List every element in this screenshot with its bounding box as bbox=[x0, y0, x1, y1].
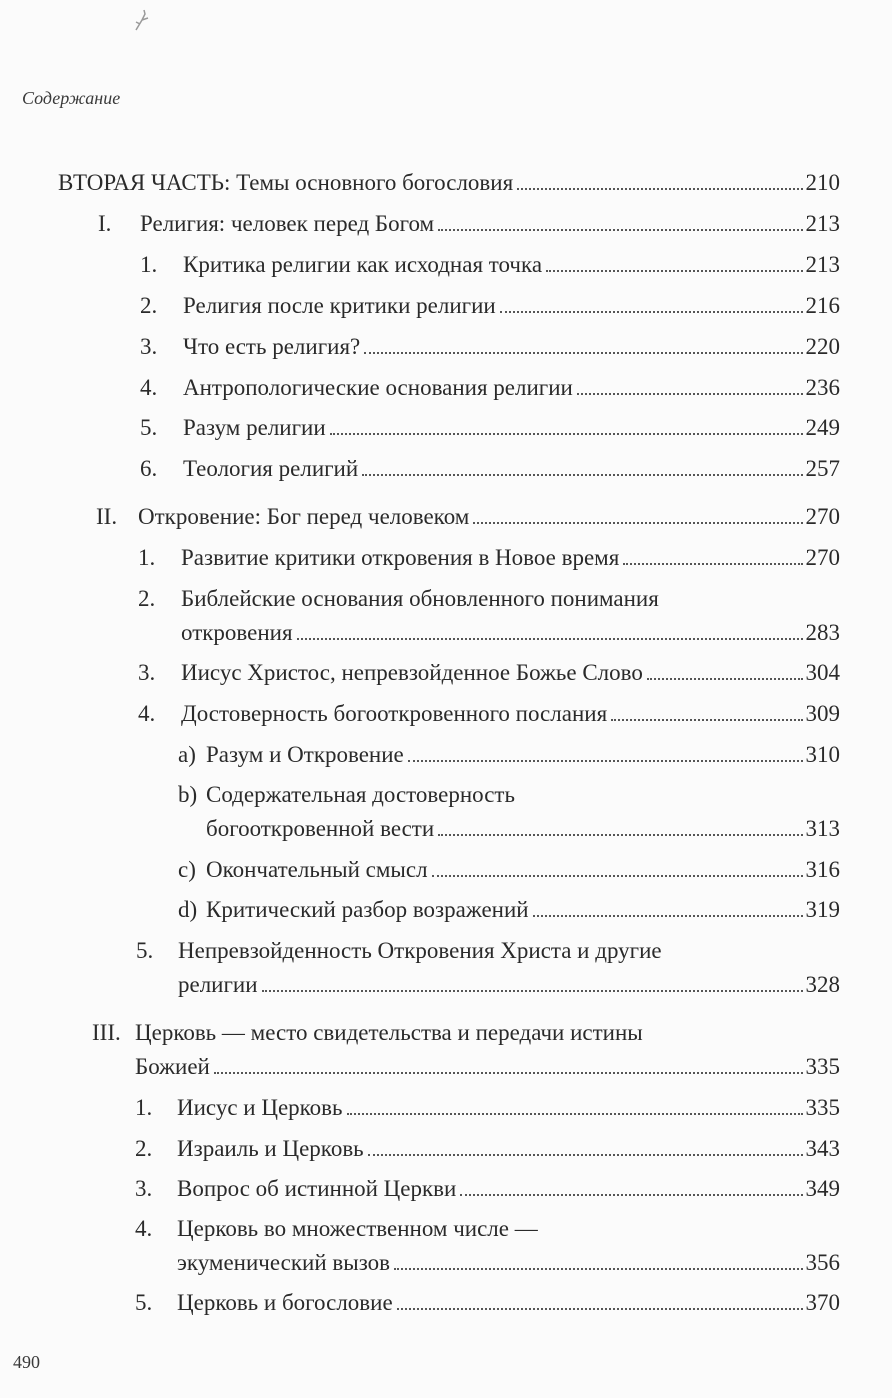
toc-page-number: 270 bbox=[805, 545, 840, 570]
dot-leader bbox=[623, 563, 802, 565]
toc-entry-title: Развитие критики откровения в Новое время bbox=[181, 545, 620, 570]
toc-page-number: 210 bbox=[805, 170, 840, 195]
toc-page-number: 328 bbox=[805, 972, 840, 997]
toc-page-number: 283 bbox=[805, 620, 840, 645]
running-head: Содержание bbox=[22, 88, 121, 108]
dot-leader bbox=[438, 834, 802, 836]
toc-entry-subsection[interactable] bbox=[140, 371, 840, 405]
toc-page-number: 213 bbox=[805, 211, 840, 236]
toc-entry-number: 3. bbox=[135, 1176, 153, 1201]
toc-entry-title-line: Церковь во множественном числе — bbox=[177, 1216, 538, 1241]
dot-leader bbox=[394, 1268, 802, 1270]
toc-entry-title: Разум и Откровение bbox=[206, 742, 404, 767]
toc-entry-title: ВТОРАЯ ЧАСТЬ: Темы основного богословия bbox=[58, 170, 514, 195]
toc-entry-number: 5. bbox=[135, 1290, 153, 1315]
toc-entry-number: 2. bbox=[138, 586, 156, 611]
toc-entry-section[interactable] bbox=[98, 207, 840, 241]
toc-entry-number: 2. bbox=[140, 293, 158, 318]
dot-leader bbox=[611, 719, 802, 721]
toc-entry-subsection[interactable] bbox=[138, 656, 840, 690]
dot-leader bbox=[432, 875, 803, 877]
toc-entry-title: Разум религии bbox=[183, 415, 326, 440]
toc-entry-subsection[interactable] bbox=[140, 452, 840, 486]
page-number: 490 bbox=[13, 1352, 40, 1372]
toc-entry-title: Религия после критики религии bbox=[183, 293, 496, 318]
dot-leader bbox=[347, 1113, 803, 1115]
dot-leader bbox=[297, 638, 803, 640]
dot-leader bbox=[460, 1194, 802, 1196]
toc-entry-title: Откровение: Бог перед человеком bbox=[138, 504, 470, 529]
dot-leader bbox=[473, 522, 802, 524]
toc-entry-title-line: Божией bbox=[135, 1054, 210, 1079]
toc-entry-number: 4. bbox=[140, 375, 158, 400]
toc-page-number: 316 bbox=[805, 857, 840, 882]
dot-leader bbox=[546, 270, 802, 272]
toc-entry-title: Антропологические основания религии bbox=[183, 375, 573, 400]
toc-entry-title: Религия: человек перед Богом bbox=[140, 211, 435, 236]
toc-entry-number: I. bbox=[98, 211, 112, 236]
toc-page-number: 349 bbox=[805, 1176, 840, 1201]
dot-leader bbox=[408, 760, 803, 762]
toc-page-number: 213 bbox=[805, 252, 840, 277]
ink-speck-mark bbox=[132, 8, 154, 32]
toc-page-number: 313 bbox=[805, 816, 840, 841]
toc-entry-number: 5. bbox=[140, 415, 158, 440]
dot-leader bbox=[214, 1072, 803, 1074]
toc-entry-subsection[interactable] bbox=[140, 289, 840, 323]
dot-leader bbox=[647, 678, 803, 680]
toc-page-number: 309 bbox=[805, 701, 840, 726]
toc-page-number: 216 bbox=[805, 293, 840, 318]
toc-page-number: 220 bbox=[805, 334, 840, 359]
toc-entry-number: 3. bbox=[138, 660, 156, 685]
dot-leader bbox=[438, 229, 802, 231]
toc-entry-title: Иисус и Церковь bbox=[177, 1095, 343, 1120]
toc-entry-title: Израиль и Церковь bbox=[177, 1136, 364, 1161]
toc-page-number: 370 bbox=[805, 1290, 840, 1315]
toc-entry-subsubsection[interactable] bbox=[178, 893, 840, 927]
toc-entry-number: d) bbox=[178, 897, 198, 922]
toc-entry-number: a) bbox=[178, 742, 196, 767]
dot-leader bbox=[362, 474, 802, 476]
toc-entry-title: Иисус Христос, непревзойденное Божье Слово bbox=[181, 660, 643, 685]
toc-entry-title-line: откровения bbox=[181, 620, 293, 645]
toc-page-number: 270 bbox=[805, 504, 840, 529]
toc-entry-title-line: Церковь — место свидетельства и передачи истины bbox=[135, 1020, 643, 1045]
toc-page-number: 335 bbox=[805, 1095, 840, 1120]
toc-entry-number: 6. bbox=[140, 456, 158, 481]
toc-page-number: 335 bbox=[805, 1054, 840, 1079]
toc-entry-subsection[interactable] bbox=[135, 1212, 840, 1280]
toc-entry-number: 2. bbox=[135, 1136, 153, 1161]
toc-entry-subsection[interactable] bbox=[138, 582, 840, 650]
toc-entry-title-line: Непревзойденность Откровения Христа и другие bbox=[178, 938, 662, 963]
toc-entry-number: 4. bbox=[138, 701, 156, 726]
toc-entry-subsection[interactable] bbox=[140, 330, 840, 364]
toc-entry-subsection[interactable] bbox=[140, 248, 840, 282]
toc-entry-subsection[interactable] bbox=[140, 411, 840, 445]
toc-entry-subsubsection[interactable] bbox=[178, 778, 840, 846]
toc-entry-part[interactable] bbox=[58, 166, 840, 200]
toc-entry-number: 5. bbox=[136, 938, 154, 963]
toc-page-number: 236 bbox=[805, 375, 840, 400]
dot-leader bbox=[533, 915, 803, 917]
toc-entry-subsection[interactable] bbox=[136, 934, 840, 1002]
toc-page-number: 257 bbox=[805, 456, 840, 481]
toc-page-number: 356 bbox=[805, 1250, 840, 1275]
toc-entry-title: Критика религии как исходная точка bbox=[183, 252, 543, 277]
toc-entry-title: Что есть религия? bbox=[183, 334, 361, 359]
toc-entry-title-line: экуменический вызов bbox=[177, 1250, 391, 1275]
toc-page-number: 343 bbox=[805, 1136, 840, 1161]
toc-page-number: 249 bbox=[805, 415, 840, 440]
toc-entry-section[interactable] bbox=[96, 500, 840, 534]
toc-entry-subsection[interactable] bbox=[135, 1132, 840, 1166]
toc-entry-subsubsection[interactable] bbox=[178, 853, 840, 887]
dot-leader bbox=[500, 311, 803, 313]
dot-leader bbox=[330, 433, 803, 435]
toc-entry-title: Вопрос об истинной Церкви bbox=[177, 1176, 457, 1201]
toc-entry-number: II. bbox=[96, 504, 118, 529]
toc-entry-subsection[interactable] bbox=[138, 541, 840, 575]
toc-page-number: 304 bbox=[805, 660, 840, 685]
toc-entry-title-line: богооткровенной вести bbox=[206, 816, 435, 841]
toc-entry-number: c) bbox=[178, 857, 196, 882]
toc-entry-title: Теология религий bbox=[183, 456, 359, 481]
toc-entry-subsection[interactable] bbox=[138, 697, 840, 731]
toc-entry-subsubsection[interactable] bbox=[178, 738, 840, 772]
toc-entry-title-line: Содержательная достоверность bbox=[206, 782, 515, 807]
toc-entry-title: Окончательный смысл bbox=[206, 857, 428, 882]
toc-entry-title: Критический разбор возражений bbox=[206, 897, 529, 922]
toc-entry-number: 4. bbox=[135, 1216, 153, 1241]
toc-entry-section[interactable] bbox=[92, 1016, 840, 1084]
toc-entry-subsection[interactable] bbox=[135, 1091, 840, 1125]
toc-entry-number: III. bbox=[92, 1020, 121, 1045]
dot-leader bbox=[397, 1308, 803, 1310]
dot-leader bbox=[262, 990, 803, 992]
toc-entry-title-line: религии bbox=[178, 972, 258, 997]
toc-entry-number: 1. bbox=[135, 1095, 153, 1120]
toc-page-number: 310 bbox=[805, 742, 840, 767]
dot-leader bbox=[577, 393, 803, 395]
dot-leader bbox=[364, 352, 802, 354]
toc-entry-title-line: Библейские основания обновленного понимания bbox=[181, 586, 659, 611]
toc-entry-number: 1. bbox=[138, 545, 156, 570]
toc-entry-number: b) bbox=[178, 782, 198, 807]
dot-leader bbox=[368, 1154, 803, 1156]
toc-entry-subsection[interactable] bbox=[135, 1286, 840, 1320]
dot-leader bbox=[517, 188, 802, 190]
toc-entry-title: Церковь и богословие bbox=[177, 1290, 393, 1315]
toc-entry-number: 1. bbox=[140, 252, 158, 277]
toc-entry-number: 3. bbox=[140, 334, 158, 359]
toc-entry-title: Достоверность богооткровенного послания bbox=[181, 701, 608, 726]
toc-page-number: 319 bbox=[805, 897, 840, 922]
toc-entry-subsection[interactable] bbox=[135, 1172, 840, 1206]
